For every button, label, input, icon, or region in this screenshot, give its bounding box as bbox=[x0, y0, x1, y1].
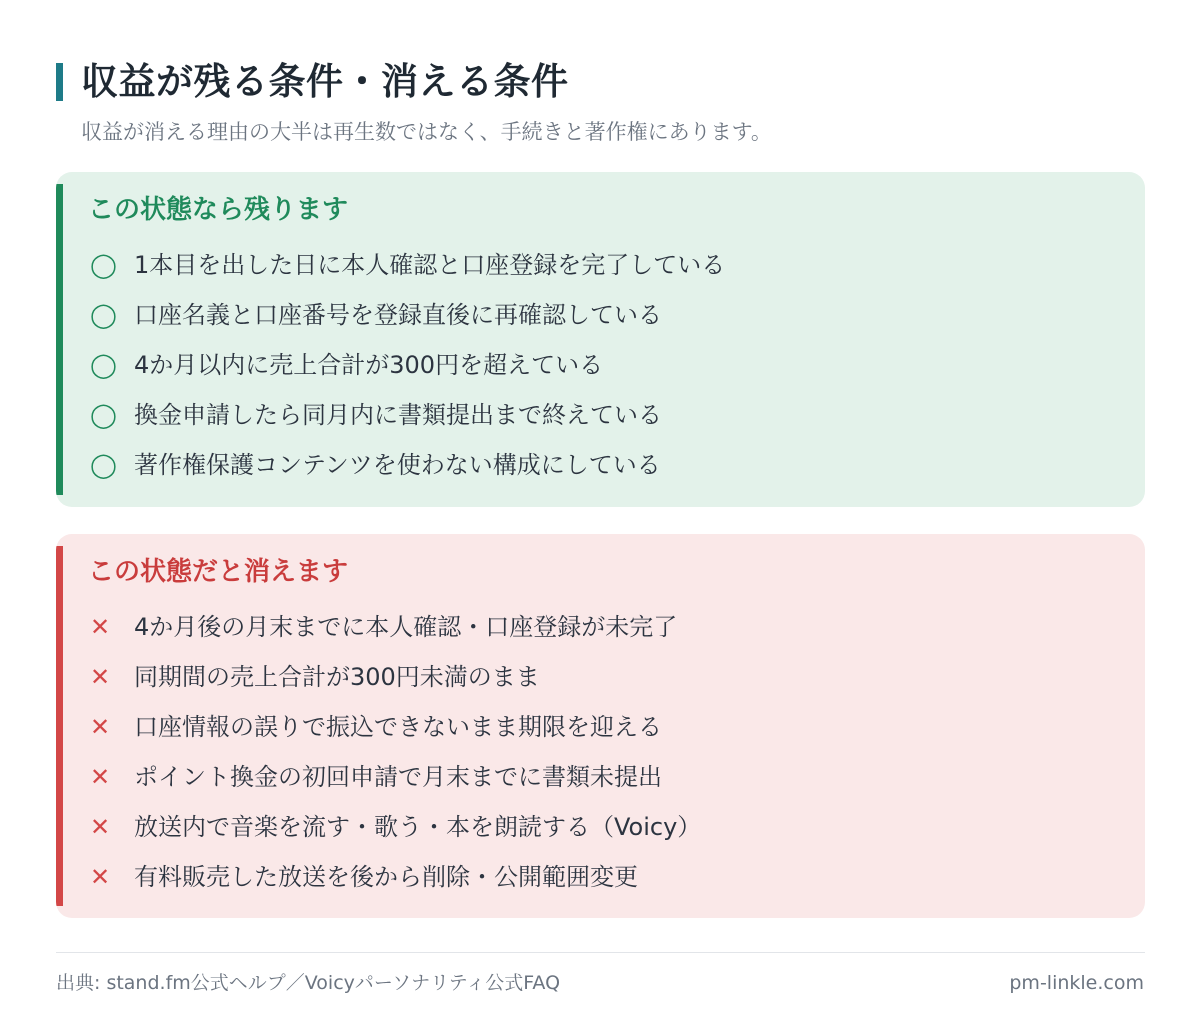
list-item-text: 口座名義と口座番号を登録直後に再確認している bbox=[134, 301, 662, 329]
list-item-text: 口座情報の誤りで振込できないまま期限を迎える bbox=[134, 713, 662, 741]
cross-icon: ✕ bbox=[90, 713, 111, 741]
list-item-text: 4か月後の月末までに本人確認・口座登録が未完了 bbox=[134, 613, 678, 641]
footer-divider bbox=[56, 952, 1145, 953]
circle-check-icon: ◯ bbox=[90, 351, 117, 379]
lose-card-accent-stripe bbox=[56, 546, 63, 906]
list-item bbox=[90, 802, 701, 852]
cross-icon: ✕ bbox=[90, 763, 111, 791]
title-block bbox=[56, 62, 569, 102]
keep-conditions-card bbox=[56, 172, 1145, 507]
list-item bbox=[90, 440, 725, 490]
circle-check-icon: ◯ bbox=[90, 401, 117, 429]
list-item bbox=[90, 340, 725, 390]
cross-icon: ✕ bbox=[90, 663, 111, 691]
cross-icon: ✕ bbox=[90, 863, 111, 891]
list-item bbox=[90, 702, 701, 752]
cross-icon: ✕ bbox=[90, 613, 111, 641]
site-credit: pm-linkle.com bbox=[1009, 972, 1144, 994]
list-item bbox=[90, 240, 725, 290]
lose-conditions-list bbox=[90, 602, 701, 902]
list-item-text: 4か月以内に売上合計が300円を超えている bbox=[134, 351, 604, 379]
list-item bbox=[90, 752, 701, 802]
keep-card-heading: この状態なら残ります bbox=[88, 195, 349, 225]
circle-check-icon: ◯ bbox=[90, 451, 117, 479]
circle-check-icon: ◯ bbox=[90, 301, 117, 329]
cross-icon: ✕ bbox=[90, 813, 111, 841]
list-item bbox=[90, 602, 701, 652]
list-item bbox=[90, 290, 725, 340]
list-item bbox=[90, 652, 701, 702]
list-item bbox=[90, 852, 701, 902]
list-item-text: 同期間の売上合計が300円未満のまま bbox=[134, 663, 540, 691]
keep-conditions-list bbox=[90, 240, 725, 490]
list-item-text: 著作権保護コンテンツを使わない構成にしている bbox=[134, 451, 661, 479]
list-item-text: 放送内で音楽を流す・歌う・本を朗読する（Voicy） bbox=[134, 813, 702, 841]
list-item-text: ポイント換金の初回申請で月末までに書類未提出 bbox=[134, 763, 662, 791]
list-item-text: 1本目を出した日に本人確認と口座登録を完了している bbox=[134, 251, 726, 279]
page-subtitle: 収益が消える理由の大半は再生数ではなく、手続きと著作権にあります。 bbox=[81, 120, 772, 144]
list-item-text: 有料販売した放送を後から削除・公開範囲変更 bbox=[134, 863, 638, 891]
page-title: 収益が残る条件・消える条件 bbox=[81, 60, 569, 103]
source-citation: 出典: stand.fm公式ヘルプ／Voicyパーソナリティ公式FAQ bbox=[56, 972, 561, 994]
title-accent-bar bbox=[56, 63, 63, 101]
keep-card-accent-stripe bbox=[56, 184, 63, 495]
lose-card-heading: この状態だと消えます bbox=[88, 557, 349, 587]
list-item bbox=[90, 390, 725, 440]
list-item-text: 換金申請したら同月内に書類提出まで終えている bbox=[134, 401, 662, 429]
circle-check-icon: ◯ bbox=[90, 251, 117, 279]
lose-conditions-card bbox=[56, 534, 1145, 918]
